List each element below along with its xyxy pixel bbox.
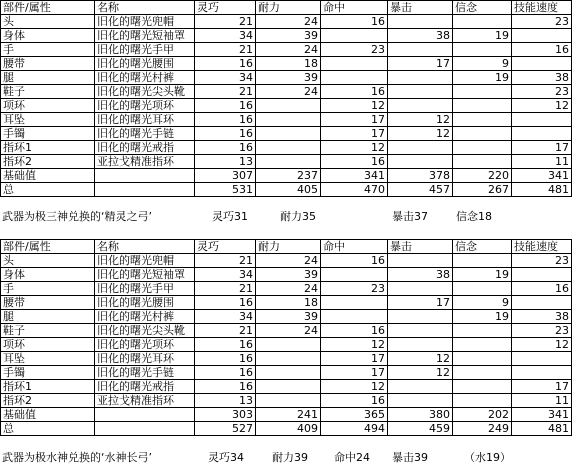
slot-cell: 项环: [1, 99, 95, 113]
slot-cell: 头: [1, 254, 95, 268]
stat-cell: 494: [321, 422, 388, 436]
stat-cell: [388, 43, 453, 57]
stat-cell: [388, 99, 453, 113]
item-name-cell: 旧化的曙光手甲: [95, 43, 195, 57]
slot-cell: 基础值: [1, 408, 95, 422]
slot-cell: 指环1: [1, 141, 95, 155]
stat-cell: 24: [256, 15, 321, 29]
table-row: [1, 155, 572, 169]
table-row: [1, 15, 572, 29]
table-row: [1, 408, 572, 422]
stat-cell: 16: [321, 155, 388, 169]
stat-cell: 23: [512, 15, 572, 29]
stat-cell: 365: [321, 408, 388, 422]
stat-cell: 16: [195, 366, 256, 380]
table-row: [1, 71, 572, 85]
stat-cell: [512, 366, 572, 380]
header-row: [1, 1, 572, 15]
item-name-cell: [95, 408, 195, 422]
table-row: [1, 366, 572, 380]
slot-cell: 项环: [1, 338, 95, 352]
item-name-cell: 旧化的曙光手甲: [95, 282, 195, 296]
stat-cell: [453, 155, 512, 169]
stat-cell: 12: [321, 380, 388, 394]
slot-cell: 手镯: [1, 366, 95, 380]
table-row: [1, 352, 572, 366]
stat-cell: 481: [512, 183, 572, 197]
stat-cell: 17: [388, 57, 453, 71]
stat-cell: 19: [453, 310, 512, 324]
item-name-cell: [95, 183, 195, 197]
stat-cell: 16: [195, 338, 256, 352]
stat-cell: 17: [321, 113, 388, 127]
slot-cell: 腿: [1, 71, 95, 85]
stat-cell: 24: [256, 85, 321, 99]
stat-cell: 12: [512, 99, 572, 113]
stat-cell: 23: [321, 43, 388, 57]
stat-cell: [256, 380, 321, 394]
stat-cell: 23: [512, 254, 572, 268]
stat-cell: 16: [195, 380, 256, 394]
slot-cell: 耳坠: [1, 113, 95, 127]
column-header: 灵巧: [195, 240, 256, 254]
item-name-cell: 亚拉戈精准指环: [95, 155, 195, 169]
weapon-label: 武器为极三神兑换的‘精灵之弓’: [2, 210, 152, 223]
slot-cell: 手镯: [1, 127, 95, 141]
stat-cell: 241: [256, 408, 321, 422]
table-row: [1, 169, 572, 183]
stat-cell: 12: [321, 338, 388, 352]
table-row: [1, 183, 572, 197]
stat-cell: 16: [195, 127, 256, 141]
weapon-pie: （水19）: [464, 451, 511, 464]
column-header: 名称: [95, 1, 195, 15]
column-header: 耐力: [256, 240, 321, 254]
stat-cell: 527: [195, 422, 256, 436]
stat-cell: 34: [195, 71, 256, 85]
stat-cell: [388, 141, 453, 155]
stat-cell: 341: [512, 169, 572, 183]
slot-cell: 腰带: [1, 57, 95, 71]
stat-cell: [453, 15, 512, 29]
stat-cell: 19: [453, 268, 512, 282]
column-header: 耐力: [256, 1, 321, 15]
stat-cell: 19: [453, 71, 512, 85]
stat-cell: 481: [512, 422, 572, 436]
stat-cell: 19: [453, 29, 512, 43]
stat-cell: 459: [388, 422, 453, 436]
stat-cell: [256, 352, 321, 366]
item-name-cell: 旧化的曙光腰围: [95, 57, 195, 71]
stat-cell: 16: [512, 282, 572, 296]
stat-cell: 307: [195, 169, 256, 183]
stat-cell: 17: [321, 352, 388, 366]
stat-cell: 12: [388, 127, 453, 141]
stat-cell: 267: [453, 183, 512, 197]
table-row: [1, 394, 572, 408]
stat-cell: 21: [195, 15, 256, 29]
stat-cell: 457: [388, 183, 453, 197]
stat-cell: [512, 352, 572, 366]
stat-cell: [388, 324, 453, 338]
stat-cell: [512, 113, 572, 127]
table-row: [1, 380, 572, 394]
stat-cell: 39: [256, 29, 321, 43]
stat-cell: [453, 85, 512, 99]
stat-cell: 16: [195, 113, 256, 127]
stat-cell: [388, 71, 453, 85]
stat-cell: 16: [321, 324, 388, 338]
table-row: [1, 99, 572, 113]
item-name-cell: 旧化的曙光短袖罩: [95, 268, 195, 282]
stat-cell: 16: [321, 85, 388, 99]
stat-cell: 12: [388, 366, 453, 380]
column-header: 名称: [95, 240, 195, 254]
stat-cell: 531: [195, 183, 256, 197]
stat-cell: [453, 338, 512, 352]
stat-cell: 380: [388, 408, 453, 422]
stat-cell: [256, 338, 321, 352]
stat-cell: 18: [256, 296, 321, 310]
slot-cell: 头: [1, 15, 95, 29]
column-header: 部件/属性: [1, 1, 95, 15]
item-name-cell: 旧化的曙光短袖罩: [95, 29, 195, 43]
weapon-dhit: 命中24: [334, 451, 370, 464]
column-header: 暴击: [388, 1, 453, 15]
stat-cell: [512, 268, 572, 282]
stat-cell: 16: [195, 57, 256, 71]
stat-cell: [256, 394, 321, 408]
table-row: [1, 29, 572, 43]
stat-cell: 12: [512, 338, 572, 352]
table-row: [1, 324, 572, 338]
item-name-cell: 旧化的曙光村裤: [95, 310, 195, 324]
stat-cell: 21: [195, 85, 256, 99]
table-row: [1, 127, 572, 141]
item-name-cell: 旧化的曙光项环: [95, 338, 195, 352]
table-row: [1, 43, 572, 57]
sheet-two: [0, 239, 569, 464]
item-name-cell: 旧化的曙光戒指: [95, 141, 195, 155]
stat-cell: 17: [512, 380, 572, 394]
stat-cell: 11: [512, 155, 572, 169]
column-header: 灵巧: [195, 1, 256, 15]
slot-cell: 指环2: [1, 394, 95, 408]
table-row: [1, 254, 572, 268]
stat-cell: 9: [453, 296, 512, 310]
stat-cell: 9: [453, 57, 512, 71]
stat-cell: 34: [195, 310, 256, 324]
stat-cell: [512, 127, 572, 141]
stat-cell: 38: [512, 310, 572, 324]
stat-cell: 16: [195, 352, 256, 366]
stat-cell: [512, 296, 572, 310]
slot-cell: 腰带: [1, 296, 95, 310]
stat-cell: 13: [195, 394, 256, 408]
item-name-cell: [95, 422, 195, 436]
stat-cell: 39: [256, 310, 321, 324]
stat-cell: 16: [321, 394, 388, 408]
slot-cell: 基础值: [1, 169, 95, 183]
table-row: [1, 310, 572, 324]
stat-cell: 17: [321, 366, 388, 380]
stat-cell: [256, 141, 321, 155]
slot-cell: 手: [1, 282, 95, 296]
slot-cell: 总: [1, 422, 95, 436]
stat-cell: 34: [195, 29, 256, 43]
stat-cell: 39: [256, 268, 321, 282]
stat-cell: [453, 394, 512, 408]
stat-cell: [388, 15, 453, 29]
stat-cell: [453, 324, 512, 338]
stat-cell: 12: [321, 99, 388, 113]
slot-cell: 身体: [1, 29, 95, 43]
stat-cell: [512, 57, 572, 71]
stat-cell: 249: [453, 422, 512, 436]
stat-cell: 21: [195, 324, 256, 338]
stat-cell: [453, 254, 512, 268]
item-name-cell: 旧化的曙光兜帽: [95, 15, 195, 29]
weapon-crit: 暴击37: [392, 210, 428, 223]
stat-cell: [256, 99, 321, 113]
table-row: [1, 57, 572, 71]
column-header: 部件/属性: [1, 240, 95, 254]
slot-cell: 耳坠: [1, 352, 95, 366]
column-header: 暴击: [388, 240, 453, 254]
stat-cell: 24: [256, 324, 321, 338]
stat-cell: [388, 338, 453, 352]
column-header: 命中: [321, 240, 388, 254]
stat-cell: [321, 296, 388, 310]
stats-table-1: [0, 0, 572, 197]
stat-cell: [388, 394, 453, 408]
stat-cell: [453, 43, 512, 57]
stat-cell: 237: [256, 169, 321, 183]
stat-cell: 38: [512, 71, 572, 85]
stat-cell: 16: [321, 254, 388, 268]
weapon-dex: 灵巧34: [208, 451, 244, 464]
slot-cell: 总: [1, 183, 95, 197]
stat-cell: [453, 113, 512, 127]
stat-cell: 21: [195, 43, 256, 57]
column-header: 信念: [453, 240, 512, 254]
stat-cell: 23: [321, 282, 388, 296]
weapon-vit: 耐力39: [272, 451, 308, 464]
stat-cell: 16: [195, 296, 256, 310]
item-name-cell: [95, 169, 195, 183]
table-row: [1, 296, 572, 310]
item-name-cell: 旧化的曙光腰围: [95, 296, 195, 310]
stat-cell: [512, 29, 572, 43]
stat-cell: [321, 71, 388, 85]
stat-cell: [453, 141, 512, 155]
stat-cell: 17: [321, 127, 388, 141]
stat-cell: 17: [512, 141, 572, 155]
stat-cell: [453, 352, 512, 366]
slot-cell: 鞋子: [1, 324, 95, 338]
stat-cell: 220: [453, 169, 512, 183]
stat-cell: 470: [321, 183, 388, 197]
stat-cell: [256, 155, 321, 169]
item-name-cell: 旧化的曙光村裤: [95, 71, 195, 85]
stat-cell: [388, 85, 453, 99]
stat-cell: 341: [512, 408, 572, 422]
stat-cell: 24: [256, 43, 321, 57]
stat-cell: 409: [256, 422, 321, 436]
stat-cell: 21: [195, 254, 256, 268]
weapon-dex: 灵巧31: [212, 210, 248, 223]
stat-cell: 341: [321, 169, 388, 183]
item-name-cell: 旧化的曙光耳环: [95, 352, 195, 366]
stat-cell: 13: [195, 155, 256, 169]
stat-cell: [321, 310, 388, 324]
weapon-vit: 耐力35: [280, 210, 316, 223]
item-name-cell: 旧化的曙光兜帽: [95, 254, 195, 268]
table-row: [1, 338, 572, 352]
header-row: [1, 240, 572, 254]
item-name-cell: 旧化的曙光耳环: [95, 113, 195, 127]
column-header: 信念: [453, 1, 512, 15]
slot-cell: 身体: [1, 268, 95, 282]
item-name-cell: 旧化的曙光手链: [95, 127, 195, 141]
stat-cell: 18: [256, 57, 321, 71]
stat-cell: [321, 29, 388, 43]
stat-cell: 16: [195, 141, 256, 155]
stat-cell: 24: [256, 254, 321, 268]
item-name-cell: 亚拉戈精准指环: [95, 394, 195, 408]
stat-cell: 405: [256, 183, 321, 197]
stat-cell: [453, 282, 512, 296]
stat-cell: [388, 254, 453, 268]
item-name-cell: 旧化的曙光手链: [95, 366, 195, 380]
slot-cell: 手: [1, 43, 95, 57]
slot-cell: 鞋子: [1, 85, 95, 99]
stat-cell: 16: [512, 43, 572, 57]
item-name-cell: 旧化的曙光项环: [95, 99, 195, 113]
item-name-cell: 旧化的曙光戒指: [95, 380, 195, 394]
stat-cell: 38: [388, 29, 453, 43]
stat-cell: [321, 57, 388, 71]
stat-cell: [388, 282, 453, 296]
stat-cell: 12: [388, 113, 453, 127]
stat-cell: 34: [195, 268, 256, 282]
stat-cell: 24: [256, 282, 321, 296]
column-header: 技能速度: [512, 240, 572, 254]
stat-cell: [388, 310, 453, 324]
stat-cell: [321, 268, 388, 282]
weapon-label: 武器为极水神兑换的‘水神长弓’: [2, 451, 152, 464]
stat-cell: [256, 127, 321, 141]
stat-cell: [453, 366, 512, 380]
stat-cell: 16: [321, 15, 388, 29]
stat-cell: 23: [512, 85, 572, 99]
table-row: [1, 113, 572, 127]
weapon-crit: 暴击39: [392, 451, 428, 464]
table-row: [1, 141, 572, 155]
weapon-note-1: [0, 209, 561, 225]
stat-cell: [453, 99, 512, 113]
item-name-cell: 旧化的曙光尖头靴: [95, 85, 195, 99]
stat-cell: [388, 380, 453, 394]
stat-cell: 202: [453, 408, 512, 422]
weapon-pie: 信念18: [456, 210, 492, 223]
stat-cell: 21: [195, 282, 256, 296]
stat-cell: 17: [388, 296, 453, 310]
stat-cell: 378: [388, 169, 453, 183]
slot-cell: 指环1: [1, 380, 95, 394]
stat-cell: 23: [512, 324, 572, 338]
stat-cell: 38: [388, 268, 453, 282]
stat-cell: 12: [388, 352, 453, 366]
stat-cell: 39: [256, 71, 321, 85]
slot-cell: 指环2: [1, 155, 95, 169]
stat-cell: 303: [195, 408, 256, 422]
slot-cell: 腿: [1, 310, 95, 324]
table-row: [1, 85, 572, 99]
column-header: 命中: [321, 1, 388, 15]
stat-cell: [453, 127, 512, 141]
stats-table-2: [0, 239, 572, 436]
stat-cell: [256, 366, 321, 380]
table-row: [1, 282, 572, 296]
item-name-cell: 旧化的曙光尖头靴: [95, 324, 195, 338]
stat-cell: [453, 380, 512, 394]
stat-cell: [388, 155, 453, 169]
stat-cell: 11: [512, 394, 572, 408]
stat-cell: 12: [321, 141, 388, 155]
sheet-one: [0, 0, 569, 223]
table-row: [1, 268, 572, 282]
table-row: [1, 422, 572, 436]
stat-cell: [256, 113, 321, 127]
column-header: 技能速度: [512, 1, 572, 15]
stat-cell: 16: [195, 99, 256, 113]
weapon-note-2: [0, 450, 561, 466]
